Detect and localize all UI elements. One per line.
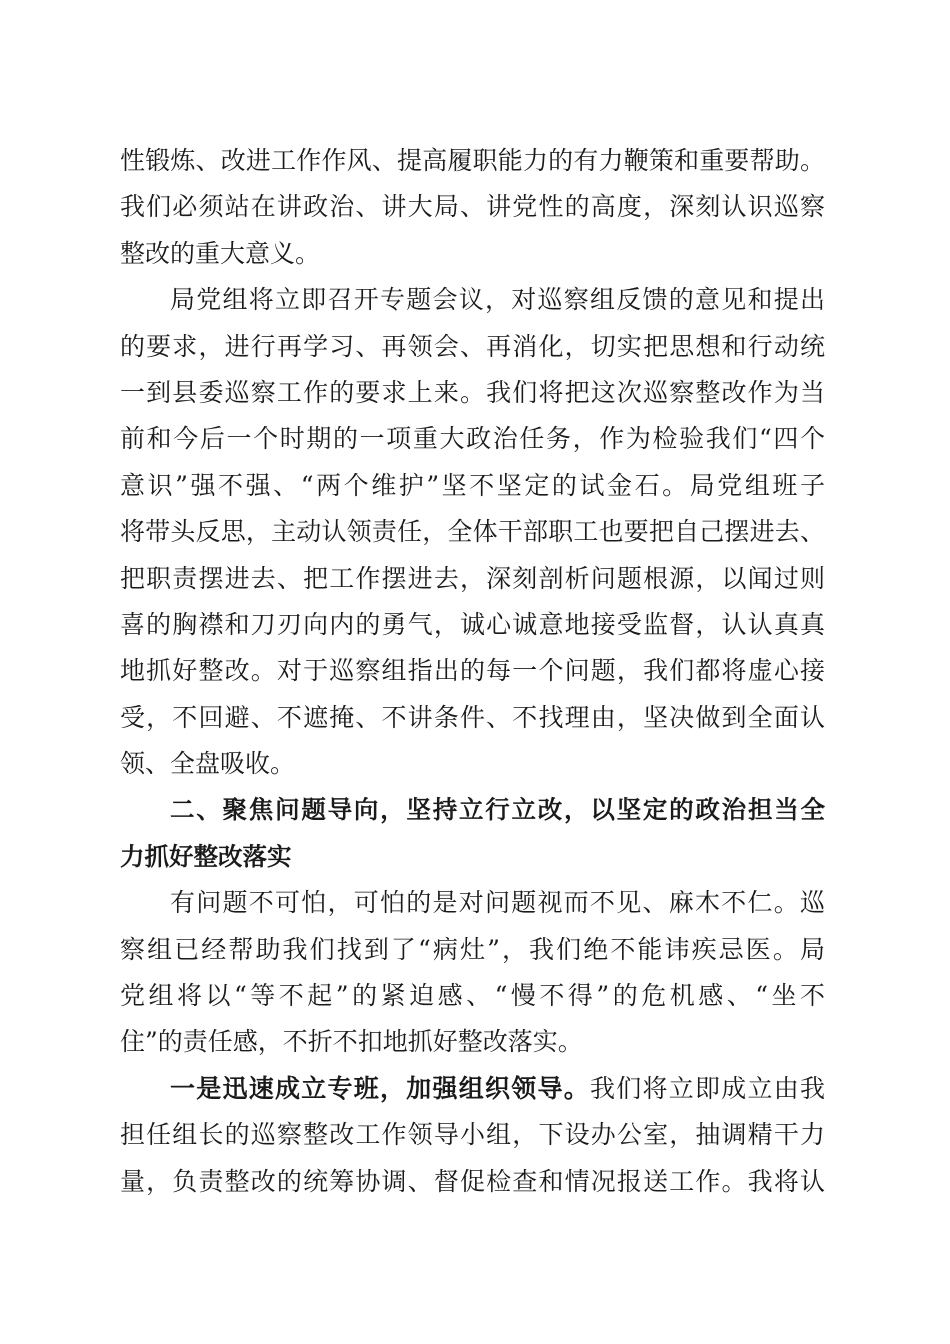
text-line: 党组将以“等不起”的紧迫感、“慢不得”的危机感、“坐不 [120,981,825,1011]
section-heading-2 [120,787,825,880]
text-line: 整改的重大意义。 [120,238,321,268]
text-line: 性锻炼、改进工作作风、提高履职能力的有力鞭策和重要帮助。 [120,146,825,175]
text-line [120,1066,825,1112]
document-page [120,138,825,1205]
text-line: 喜的胸襟和刀刃向内的勇气，诚心诚意地接受监督，认认真真 [120,609,825,639]
paragraph-2 [120,277,825,787]
text-line: 地抓好整改。对于巡察组指出的每一个问题，我们都将虚心接 [120,656,825,686]
paragraph-1 [120,138,825,277]
text-line: 局党组将立即召开专题会议，对巡察组反馈的意见和提出 [170,285,825,315]
lead-phrase: 一是迅速成立专班，加强组织领导。 [170,1073,590,1103]
text-line: 受，不回避、不遮掩、不讲条件、不找理由，坚决做到全面认 [120,702,825,732]
text-line: 住”的责任感，不折不扣地抓好整改落实。 [120,1027,583,1057]
heading-line: 二、聚焦问题导向，坚持立行立改，以坚定的政治担当全 [170,795,825,825]
paragraph-4 [120,1066,825,1205]
text-line: 一到县委巡察工作的要求上来。我们将把这次巡察整改作为当 [120,377,825,407]
text-line: 领、全盘吸收。 [120,749,296,779]
paragraph-3 [120,880,825,1066]
text-line: 察组已经帮助我们找到了“病灶”，我们绝不能讳疾忌医。局 [120,934,825,964]
text-line: 前和今后一个时期的一项重大政治任务，作为检验我们“四个 [120,424,825,454]
lead-rest: 我们将立即成立由我 [589,1073,825,1103]
text-line: 有问题不可怕，可怕的是对问题视而不见、麻木不仁。巡 [170,888,825,918]
text-line: 担任组长的巡察整改工作领导小组，下设办公室，抽调精干力 [120,1120,825,1150]
text-line: 将带头反思，主动认领责任，全体干部职工也要把自己摆进去、 [120,517,825,547]
heading-line: 力抓好整改落实 [120,841,292,871]
text-line: 量，负责整改的统筹协调、督促检查和情况报送工作。我将认 [120,1166,825,1196]
text-line: 把职责摆进去、把工作摆进去，深刻剖析问题根源，以闻过则 [120,563,825,593]
text-line: 意识”强不强、“两个维护”坚不坚定的试金石。局党组班子 [120,470,825,500]
text-line: 的要求，进行再学习、再领会、再消化，切实把思想和行动统 [120,331,825,361]
text-line: 我们必须站在讲政治、讲大局、讲党性的高度，深刻认识巡察 [120,192,825,222]
